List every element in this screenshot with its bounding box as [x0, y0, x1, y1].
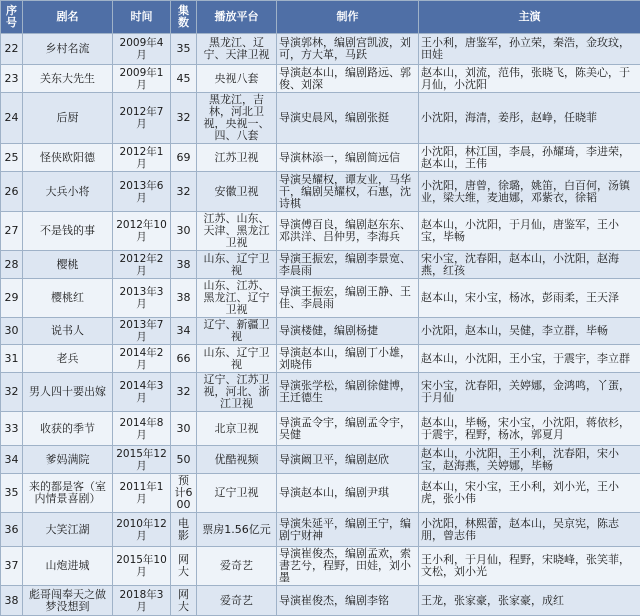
cell-date: 2012年1月 — [113, 144, 171, 172]
cell-cast: 赵本山，宋小宝，王小利，刘小光，王小虎，张小伟 — [419, 474, 640, 513]
cell-cast: 小沈阳，林熙蕾，赵本山，吴京宪，陈志朋，曾志伟 — [419, 513, 640, 547]
cell-date: 2013年6月 — [113, 172, 171, 212]
table-row — [1, 93, 640, 144]
cell-date: 2013年7月 — [113, 318, 171, 345]
table-row — [1, 212, 640, 251]
table-row — [1, 345, 640, 373]
header-episodes: 集数 — [171, 1, 197, 34]
cell-cast: 宋小宝，沈春阳，赵本山，小沈阳，赵海燕，红孩 — [419, 251, 640, 279]
cell-platform: 黑龙江，吉林，河北卫视，央视一、四、八套 — [197, 93, 277, 144]
cell-title: 乡村名流 — [23, 34, 113, 65]
cell-cast: 小沈阳，海清，姜彤，赵峥，任晓菲 — [419, 93, 640, 144]
table-row — [1, 65, 640, 93]
cell-date: 2014年8月 — [113, 412, 171, 446]
cell-production: 导演张学松，编剧徐健博，王迁德生 — [277, 373, 419, 412]
cell-platform: 江苏卫视 — [197, 144, 277, 172]
cell-production: 导演阚卫平，编剧赵欣 — [277, 446, 419, 474]
cell-index: 28 — [1, 251, 23, 279]
cell-date: 2013年3月 — [113, 279, 171, 318]
cell-title: 彪哥闯奉天之做梦没想到 — [23, 586, 113, 616]
table-row — [1, 279, 640, 318]
cell-title: 怪侠欧阳德 — [23, 144, 113, 172]
cell-cast: 小沈阳，林江国，李晨，孙耀琦，李进荣，赵本山，王伟 — [419, 144, 640, 172]
cell-date: 2012年2月 — [113, 251, 171, 279]
cell-title: 不是钱的事 — [23, 212, 113, 251]
cell-platform: 安徽卫视 — [197, 172, 277, 212]
cell-platform: 辽宁卫视 — [197, 474, 277, 513]
cell-production: 导演林添一，编剧简远信 — [277, 144, 419, 172]
cell-cast: 王小利，唐鉴军，孙立荣，秦浩，金玫玟，田娃 — [419, 34, 640, 65]
cell-title: 来的都是客（室内情景喜剧） — [23, 474, 113, 513]
cell-date: 2012年7月 — [113, 93, 171, 144]
cell-cast: 赵本山，毕畅，宋小宝，小沈阳，蒋依杉，于震宇，程野，杨冰，郭夏月 — [419, 412, 640, 446]
table-row — [1, 373, 640, 412]
cell-episodes: 预计600 — [171, 474, 197, 513]
cell-index: 37 — [1, 547, 23, 586]
cell-date: 2014年3月 — [113, 373, 171, 412]
table-row — [1, 251, 640, 279]
cell-date: 2015年10月 — [113, 547, 171, 586]
cell-title: 后厨 — [23, 93, 113, 144]
table-row — [1, 172, 640, 212]
cell-title: 樱桃红 — [23, 279, 113, 318]
cell-cast: 赵本山，刘流，范伟，张晓飞，陈美心，于月仙，小沈阳 — [419, 65, 640, 93]
cell-index: 27 — [1, 212, 23, 251]
cell-production: 导演崔俊杰，编剧孟欢，索書艺兮，程野，田娃，刘小墨 — [277, 547, 419, 586]
table-row — [1, 412, 640, 446]
cell-platform: 辽宁、新疆卫视 — [197, 318, 277, 345]
cell-index: 32 — [1, 373, 23, 412]
cell-cast: 王龙，张家豪，张家豪，成红 — [419, 586, 640, 616]
cell-episodes: 66 — [171, 345, 197, 373]
cell-cast: 小沈阳，唐曾，徐璐，姚笛，白百何，汤镇业，梁大维，麦迪娜，邓紫衣，徐韬 — [419, 172, 640, 212]
header-title: 剧名 — [23, 1, 113, 34]
cell-title: 关东大先生 — [23, 65, 113, 93]
cell-platform: 山东、辽宁卫视 — [197, 251, 277, 279]
cell-platform: 江苏、山东、天津、黑龙江卫视 — [197, 212, 277, 251]
cell-title: 山炮进城 — [23, 547, 113, 586]
cell-date: 2014年2月 — [113, 345, 171, 373]
table-row — [1, 547, 640, 586]
cell-index: 36 — [1, 513, 23, 547]
cell-platform: 优酷视频 — [197, 446, 277, 474]
cell-production: 导演傅百良，编剧赵东东、邓洪洋、吕仲男，李海兵 — [277, 212, 419, 251]
cell-date: 2018年3月 — [113, 586, 171, 616]
cell-platform: 爱奇艺 — [197, 547, 277, 586]
cell-title: 收获的季节 — [23, 412, 113, 446]
cell-date: 2009年4月 — [113, 34, 171, 65]
cell-index: 24 — [1, 93, 23, 144]
table-row — [1, 318, 640, 345]
cell-production: 导演赵本山，编剧尹琪 — [277, 474, 419, 513]
cell-cast: 赵本山，小沈阳，王小利，沈春阳，宋小宝，赵海燕，关婷娜，毕畅 — [419, 446, 640, 474]
cell-platform: 山东、辽宁卫视 — [197, 345, 277, 373]
cell-platform: 北京卫视 — [197, 412, 277, 446]
cell-date: 2010年12月 — [113, 513, 171, 547]
cell-cast: 王小利，于月仙，程野，宋晓峰，张笑菲，文松，刘小光 — [419, 547, 640, 586]
cell-index: 33 — [1, 412, 23, 446]
cell-platform: 山东、江苏、黑龙江、辽宁卫视 — [197, 279, 277, 318]
cell-cast: 赵本山，小沈阳，王小宝，于震宇，李立群 — [419, 345, 640, 373]
cell-title: 说书人 — [23, 318, 113, 345]
cell-episodes: 电影 — [171, 513, 197, 547]
table-row — [1, 513, 640, 547]
cell-production: 导演王振宏，编剧李景宽、李晨雨 — [277, 251, 419, 279]
cell-index: 26 — [1, 172, 23, 212]
cell-production: 导演史晨风，编剧张挺 — [277, 93, 419, 144]
cell-index: 38 — [1, 586, 23, 616]
cell-title: 大兵小将 — [23, 172, 113, 212]
cell-production: 导演赵本山，编剧路远、郭俊、刘深 — [277, 65, 419, 93]
cell-episodes: 38 — [171, 251, 197, 279]
cell-platform: 央视八套 — [197, 65, 277, 93]
cell-episodes: 32 — [171, 172, 197, 212]
table-row — [1, 144, 640, 172]
cell-title: 大笑江湖 — [23, 513, 113, 547]
cell-platform: 辽宁、江苏卫视，河北、浙江卫视 — [197, 373, 277, 412]
cell-date: 2009年1月 — [113, 65, 171, 93]
cell-production: 导演郭林，编剧宫凯波，刘可，方大革，马跃 — [277, 34, 419, 65]
cell-production: 导演楼健，编剧杨捷 — [277, 318, 419, 345]
cell-production: 导演孟令宇，编剧孟令宇，吴健 — [277, 412, 419, 446]
cell-title: 爹妈满院 — [23, 446, 113, 474]
header-index: 序号 — [1, 1, 23, 34]
cell-production: 导演赵本山，编剧丁小雄，刘晓伟 — [277, 345, 419, 373]
cell-platform: 黑龙江、辽宁、天津卫视 — [197, 34, 277, 65]
table-row — [1, 446, 640, 474]
cell-episodes: 30 — [171, 212, 197, 251]
cell-episodes: 网大 — [171, 547, 197, 586]
cell-index: 30 — [1, 318, 23, 345]
cell-cast: 宋小宝，沈春阳，关婷娜，金鸿鸣，丫蛋，于月仙 — [419, 373, 640, 412]
cell-platform: 爱奇艺 — [197, 586, 277, 616]
cell-date: 2012年10月 — [113, 212, 171, 251]
cell-episodes: 69 — [171, 144, 197, 172]
cell-index: 34 — [1, 446, 23, 474]
cell-index: 22 — [1, 34, 23, 65]
cell-title: 男人四十要出嫁 — [23, 373, 113, 412]
cell-index: 35 — [1, 474, 23, 513]
cell-episodes: 30 — [171, 412, 197, 446]
cell-cast: 小沈阳，赵本山，吴健，李立群，毕畅 — [419, 318, 640, 345]
cell-date: 2011年1月 — [113, 474, 171, 513]
cell-production: 导演王振宏，编剧王静、王佳、李晨雨 — [277, 279, 419, 318]
cell-index: 25 — [1, 144, 23, 172]
cell-title: 樱桃 — [23, 251, 113, 279]
cell-title: 老兵 — [23, 345, 113, 373]
table-row — [1, 34, 640, 65]
cell-episodes: 32 — [171, 373, 197, 412]
header-date: 时间 — [113, 1, 171, 34]
cell-date: 2015年12月 — [113, 446, 171, 474]
cell-episodes: 35 — [171, 34, 197, 65]
cell-production: 导演崔俊杰，编剧李铭 — [277, 586, 419, 616]
cell-episodes: 38 — [171, 279, 197, 318]
cell-episodes: 45 — [171, 65, 197, 93]
cell-episodes: 50 — [171, 446, 197, 474]
cell-production: 导演吴耀权，谭友业，马华干，编剧吴耀权，石惠，沈诗棋 — [277, 172, 419, 212]
cell-index: 31 — [1, 345, 23, 373]
cell-episodes: 32 — [171, 93, 197, 144]
cell-index: 23 — [1, 65, 23, 93]
header-row — [1, 1, 640, 34]
cell-episodes: 34 — [171, 318, 197, 345]
header-cast: 主演 — [419, 1, 640, 34]
cell-platform: 票房1.56亿元 — [197, 513, 277, 547]
cell-cast: 赵本山，宋小宝，杨冰，彭雨柔，王天泽 — [419, 279, 640, 318]
table-row — [1, 586, 640, 616]
cell-episodes: 网大 — [171, 586, 197, 616]
cell-production: 导演朱延平，编剧王宁，编剧宁财神 — [277, 513, 419, 547]
header-production: 制作 — [277, 1, 419, 34]
table-row — [1, 474, 640, 513]
cell-index: 29 — [1, 279, 23, 318]
cell-cast: 赵本山，小沈阳，于月仙，唐鉴军，王小宝，毕畅 — [419, 212, 640, 251]
header-platform: 播放平台 — [197, 1, 277, 34]
